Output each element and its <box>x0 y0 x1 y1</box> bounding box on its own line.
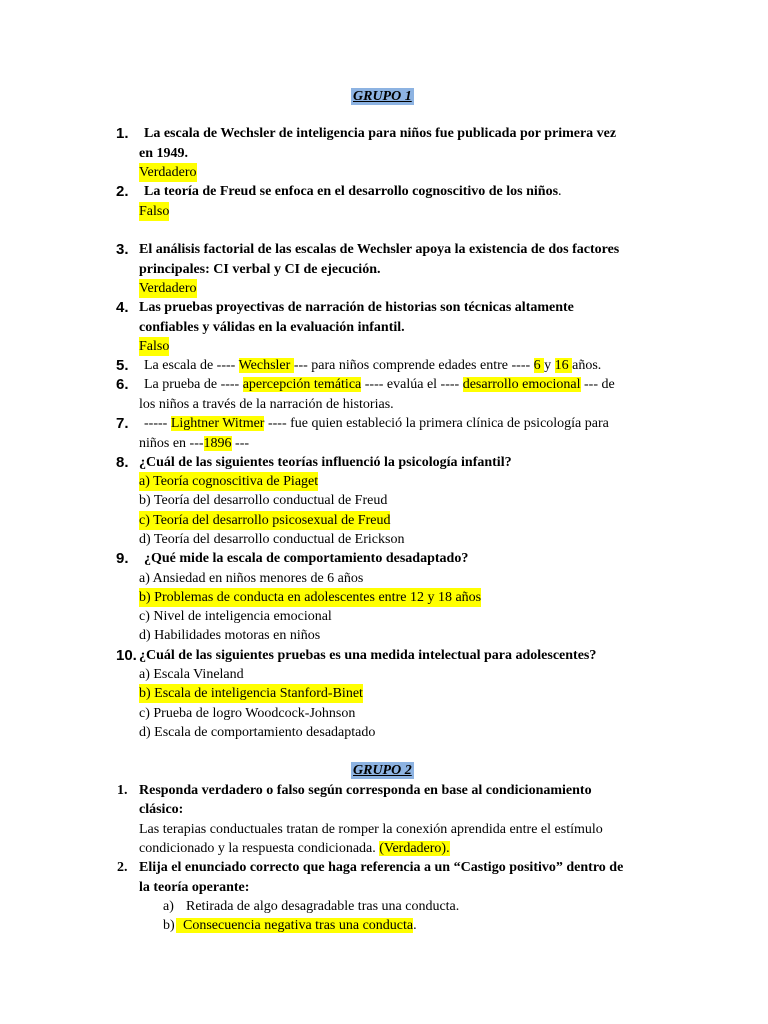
question-number: 1. <box>117 783 128 798</box>
option-correct: b) Escala de inteligencia Stanford-Binet <box>139 686 363 701</box>
question-text: Las pruebas proyectivas de narración de historias son técnicas altamente <box>139 300 574 315</box>
answer-highlight: Falso <box>139 204 170 219</box>
option: Retirada de algo desagradable tras una conducta. <box>186 899 460 914</box>
question-number: 2. <box>116 183 129 200</box>
option: c) Nivel de inteligencia emocional <box>139 609 332 624</box>
option-correct: a) Teoría cognoscitiva de Piaget <box>139 474 319 489</box>
question-text: niños en ---1896 --- <box>139 436 250 451</box>
question-text: clásico: <box>139 802 184 817</box>
question-text: ----- Lightner Witmer ---- fue quien estableció la primera clínica de psicología para <box>144 416 609 431</box>
question-number: 3. <box>116 241 129 258</box>
question-number: 4. <box>116 299 129 316</box>
question-text: Elija el enunciado correcto que haga referencia a un “Castigo positivo” dentro de <box>139 860 624 875</box>
question-text: principales: CI verbal y CI de ejecución. <box>139 262 381 277</box>
question-text: Las terapias conductuales tratan de romper la conexión aprendida entre el estímulo <box>139 822 603 837</box>
question-text: en 1949. <box>139 146 188 161</box>
question-text: la teoría operante: <box>139 880 250 895</box>
option: d) Teoría del desarrollo conductual de Erickson <box>139 532 405 547</box>
option-correct: c) Teoría del desarrollo psicosexual de Freud <box>139 513 391 528</box>
option: a) Escala Vineland <box>139 667 244 682</box>
question-text: ¿Qué mide la escala de comportamiento desadaptado? <box>144 551 469 566</box>
group-2-title: GRUPO 2 <box>353 763 412 778</box>
question-text: La escala de Wechsler de inteligencia para niños fue publicada por primera vez <box>144 126 617 141</box>
question-text: La prueba de ---- apercepción temática ---- evalúa el ---- desarrollo emocional --- de <box>144 377 615 392</box>
question-number: 10. <box>116 647 137 664</box>
group-1-title: GRUPO 1 <box>353 89 412 104</box>
option-correct: Consecuencia negativa tras una conducta. <box>176 918 417 933</box>
question-text: Responda verdadero o falso según corresponda en base al condicionamiento <box>139 783 592 798</box>
option: b) Teoría del desarrollo conductual de Freud <box>139 493 388 508</box>
option-correct: b) Problemas de conducta en adolescentes entre 12 y 18 años <box>139 590 482 605</box>
option-label: b) <box>163 918 175 933</box>
option: c) Prueba de logro Woodcock-Johnson <box>139 706 356 721</box>
option: d) Habilidades motoras en niños <box>139 628 321 643</box>
question-number: 5. <box>116 357 129 374</box>
answer-highlight: Falso <box>139 339 170 354</box>
answer-highlight: Verdadero <box>139 165 197 180</box>
question-text: confiables y válidas en la evaluación infantil. <box>139 320 405 335</box>
question-text: ¿Cuál de las siguientes teorías influenció la psicología infantil? <box>139 455 512 470</box>
question-text: La teoría de Freud se enfoca en el desarrollo cognoscitivo de los niños. <box>144 184 562 199</box>
question-number: 6. <box>116 376 129 393</box>
answer-highlight: Verdadero <box>139 281 197 296</box>
option: d) Escala de comportamiento desadaptado <box>139 725 376 740</box>
question-text: condicionado y la respuesta condicionada. (Verdadero). <box>139 841 450 856</box>
option-label: a) <box>163 899 174 914</box>
question-text: La escala de ---- Wechsler --- para niños comprende edades entre ---- 6 y 16 años. <box>144 358 602 373</box>
question-number: 2. <box>117 860 128 875</box>
question-number: 7. <box>116 415 129 432</box>
question-number: 1. <box>116 125 129 142</box>
question-number: 8. <box>116 454 129 471</box>
question-text: los niños a través de la narración de historias. <box>139 397 394 412</box>
question-number: 9. <box>116 550 129 567</box>
question-text: El análisis factorial de las escalas de Wechsler apoya la existencia de dos factores <box>139 242 620 257</box>
question-text: ¿Cuál de las siguientes pruebas es una medida intelectual para adolescentes? <box>139 648 597 663</box>
option: a) Ansiedad en niños menores de 6 años <box>139 571 364 586</box>
